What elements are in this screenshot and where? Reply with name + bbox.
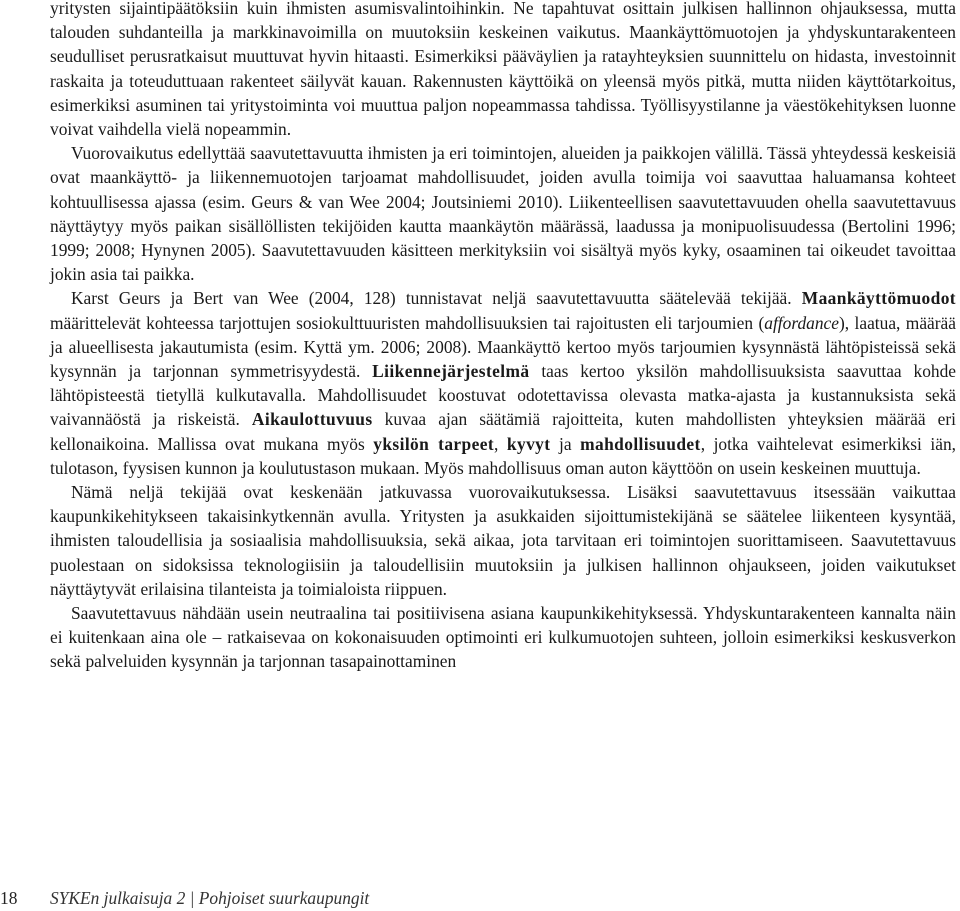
paragraph-4-text: Nämä neljä tekijää ovat keskenään jatkuvassa vuorovaikutuksessa. Lisäksi saavutettavuus itsessään vaikuttaa kaupunkikehitykseen takaisinkytkennän avulla. Yritysten ja asukkaiden sijoittumistekijänä se säätelee liikenteen kysyntää, ihmisten taloudellisia ja sosiaalisia mahdollisuuksia, sekä aikaa, jota tarvitaan eri toimintojen suorittamiseen. Saavutettavuus puolestaan on sidoksissa teknologiisiin ja taloudellisiin muutoksiin ja julkisen hallinnon ohjaukseen, joiden vaikutukset näyttäytyvät erilaisina tilanteista ja toimialoista riippuen. [50, 482, 956, 599]
paragraph-3 [50, 286, 956, 480]
term-aikaulottuvuus: Aikaulottuvuus [251, 409, 373, 430]
term-kyvyt: kyvyt [506, 433, 551, 454]
paragraph-3-text: , [494, 433, 507, 454]
paragraph-5 [50, 601, 956, 674]
running-title: SYKEn julkaisuja 2 | Pohjoiset suurkaupungit [50, 888, 370, 908]
page-number: 18 [0, 888, 18, 908]
term-affordance: affordance [764, 312, 839, 333]
paragraph-3-text: määrittelevät kohteessa tarjottujen sosiokulttuuristen mahdollisuuksien tai rajoitusten eli tarjoumien ( [50, 312, 765, 333]
paragraph-5-text: Saavutettavuus nähdään usein neutraalina tai positiivisena asiana kaupunkikehityksessä. Yhdyskuntarakenteen kannalta näin ei kuitenkaan aina ole – ratkaisevaa on kokonaisuuden optimointi eri kulkumuotojen suhteen, jolloin esimerkiksi keskusverkon sekä palveluiden kysynnän ja tarjonnan tasapainottaminen [50, 603, 956, 672]
paragraph-1-text: yritysten sijaintipäätöksiin kuin ihmisten asumisvalintoihinkin. Ne tapahtuvat osittain julkisen hallinnon ohjauksessa, mutta talouden suhdanteilla ja markkinavoimilla on muutoksiin keskeinen vaikutus. Maankäyttömuotojen ja yhdyskuntarakenteen seudulliset perusratkaisut muuttuvat hyvin hitaasti. Esimerkiksi pääväylien ja ratayhteyksien suunnittelu on hidasta, investoinnit raskaita ja toteuduttuaan rakenteet säilyvät kauan. Rakennusten käyttöikä on yleensä myös pitkä, mutta niiden käyttötarkoitus, esimerkiksi asuminen tai yritystoiminta voi muuttua paljon nopeammassa tahdissa. Työllisyystilanne ja väestökehityksen luonne voivat vaihdella vielä nopeammin. [50, 0, 956, 140]
term-liikennejarjestelma: Liikennejärjestelmä [372, 361, 530, 382]
paragraph-3-text: ja [550, 433, 581, 454]
term-yksilon-tarpeet: yksilön tarpeet [373, 433, 495, 454]
paragraph-4 [50, 480, 956, 601]
paragraph-3-text: Karst Geurs ja Bert van Wee (2004, 128) tunnistavat neljä saavutettavuutta säätelevää tekijää. [71, 288, 802, 309]
term-maankayttomuodot: Maankäyttömuodot [801, 288, 956, 309]
paragraph-2-text: Vuorovaikutus edellyttää saavutettavuutta ihmisten ja eri toimintojen, alueiden ja paikkojen välillä. Tässä yhteydessä keskeisiä ovat maankäyttö- ja liikennemuotojen tarjoamat mahdollisuudet, joiden avulla toimija voi saavuttaa haluamansa kohteet kohtuullisessa ajassa (esim. Geurs & van Wee 2004; Joutsiniemi 2010). Liikenteellisen saavutettavuuden ohella saavutettavuus näyttäytyy myös paikan sisällöllisten tekijöiden kautta maankäytön määrässä, laadussa ja monipuolisuudessa (Bertolini 1996; 1999; 2008; Hynynen 2005). Saavutettavuuden käsitteen merkityksiin voi sisältyä myös kyky, osaaminen tai oikeudet tavoittaa jokin asia tai paikka. [50, 143, 956, 285]
paragraph-1 [50, 0, 956, 141]
paragraph-3-text: ), laatua, määrää ja alueellisesta jakautumista (esim. Kyttä ym. 2006; 2008). Maankäyttö kertoo myös tarjoumien kysynnästä lähtöpisteissä sekä kysynnän ja tarjonnan symmetrisyydestä. [50, 312, 956, 382]
paragraph-3-text: taas kertoo yksilön mahdollisuuksista saavuttaa kohde lähtöpisteestä tietyllä kulkutavalla. Mahdollisuudet koostuvat odotettavissa olevasta matka-ajasta ja kustannuksista sekä vaivannäöstä ja riskeistä. [50, 361, 956, 430]
page-body [50, 0, 956, 674]
term-mahdollisuudet: mahdollisuudet [580, 433, 701, 454]
paragraph-3-text: , jotka vaihtelevat esimerkiksi iän, tulotason, fyysisen kunnon ja koulutustason mukaan. Myös mahdollisuus oman auton käyttöön on usein keskeinen muuttuja. [50, 433, 956, 478]
page-footer [0, 886, 960, 910]
paragraph-2 [50, 141, 956, 286]
paragraph-3-text: kuvaa ajan säätämiä rajoitteita, kuten mahdollisten yhteyksien määrää eri kellonaikoina. Mallissa ovat mukana myös [50, 409, 956, 454]
